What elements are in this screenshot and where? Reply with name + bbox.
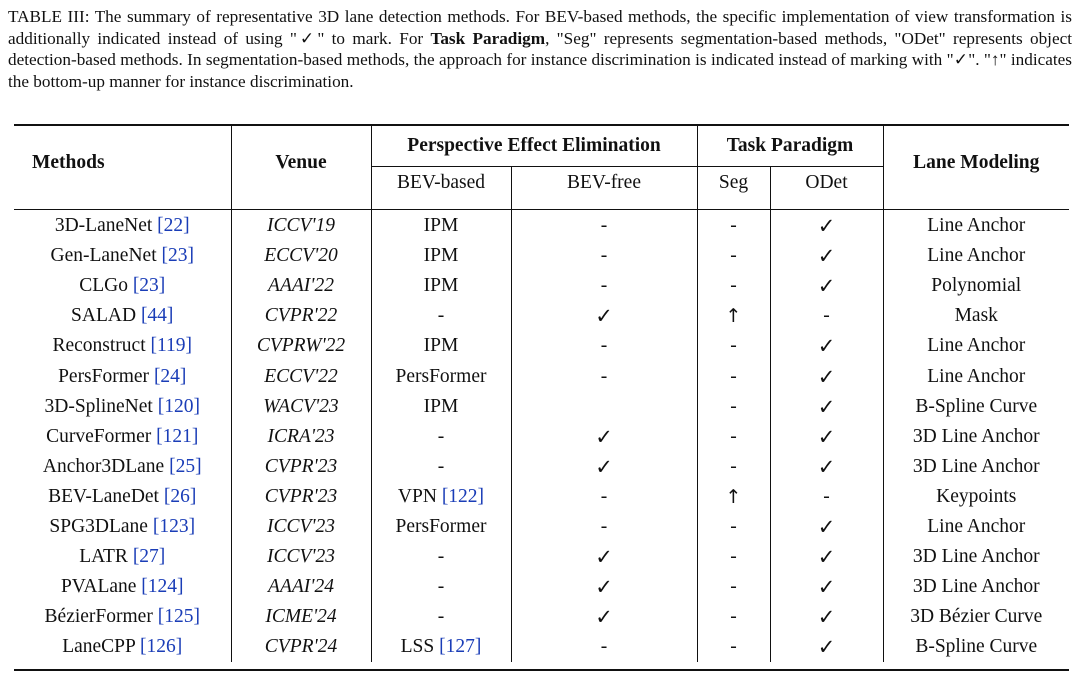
seg-cell: - <box>697 542 770 572</box>
bev-based-cell <box>371 452 511 482</box>
lane-modeling-cell: 3D Line Anchor <box>883 542 1069 572</box>
bev-free-cell <box>511 392 697 422</box>
bev-based-cell <box>371 211 511 241</box>
table-row <box>14 452 1069 482</box>
bev-based-cell <box>371 542 511 572</box>
lane-modeling-cell: Line Anchor <box>883 211 1069 241</box>
seg-cell: - <box>697 241 770 271</box>
method-ref-link[interactable]: [123] <box>152 515 196 537</box>
bev-free-cell: - <box>511 361 697 391</box>
lane-modeling-cell: 3D Bézier Curve <box>883 602 1069 632</box>
bev-based-value: VPN <box>397 485 437 507</box>
seg-cell: - <box>697 452 770 482</box>
seg-cell: - <box>697 512 770 542</box>
method-name: LATR <box>79 546 128 568</box>
bev-based-cell <box>371 632 511 662</box>
bev-free-cell: ✓ <box>511 542 697 572</box>
method-cell <box>14 452 231 482</box>
bev-based-cell <box>371 602 511 632</box>
method-cell <box>14 632 231 662</box>
bev-free-cell: - <box>511 211 697 241</box>
odet-cell: ✓ <box>770 512 883 542</box>
header-bev-based: BEV-based <box>371 167 511 200</box>
table-row <box>14 602 1069 632</box>
method-name: BézierFormer <box>44 606 153 628</box>
bev-free-cell: ✓ <box>511 301 697 331</box>
bev-free-cell: - <box>511 482 697 512</box>
method-name: PersFormer <box>58 365 150 387</box>
table-row <box>14 482 1069 512</box>
bev-based-value: IPM <box>423 215 459 237</box>
venue-cell: CVPRW'22 <box>231 331 371 361</box>
table-row <box>14 301 1069 331</box>
method-ref-link[interactable]: [24] <box>153 365 187 387</box>
seg-cell: ↑ <box>697 482 770 512</box>
method-name: BEV-LaneDet <box>48 485 159 507</box>
method-cell <box>14 241 231 271</box>
lane-modeling-cell: Keypoints <box>883 482 1069 512</box>
method-cell <box>14 392 231 422</box>
table-row <box>14 542 1069 572</box>
seg-cell: - <box>697 572 770 602</box>
venue-cell: ECCV'20 <box>231 241 371 271</box>
header-odet: ODet <box>770 167 883 200</box>
odet-cell: ✓ <box>770 422 883 452</box>
odet-cell: - <box>770 482 883 512</box>
lane-modeling-cell: Line Anchor <box>883 331 1069 361</box>
table-row <box>14 512 1069 542</box>
seg-cell: - <box>697 211 770 241</box>
odet-cell: ✓ <box>770 632 883 662</box>
method-name: Gen-LaneNet <box>50 245 157 267</box>
seg-cell: - <box>697 361 770 391</box>
bev-based-cell <box>371 392 511 422</box>
table-row <box>14 572 1069 602</box>
venue-cell: ICRA'23 <box>231 422 371 452</box>
method-cell <box>14 482 231 512</box>
method-ref-link[interactable]: [126] <box>140 636 183 658</box>
odet-cell: ✓ <box>770 331 883 361</box>
method-cell <box>14 602 231 632</box>
lane-modeling-cell: Line Anchor <box>883 361 1069 391</box>
method-name: 3D-LaneNet <box>54 215 153 237</box>
odet-cell: ✓ <box>770 241 883 271</box>
bev-based-value: IPM <box>423 275 459 297</box>
bev-based-value: IPM <box>423 245 459 267</box>
lane-modeling-cell: Line Anchor <box>883 241 1069 271</box>
bev-based-value: LSS <box>400 636 435 658</box>
bev-based-cell <box>371 331 511 361</box>
bev-based-cell <box>371 572 511 602</box>
venue-cell: ICCV'19 <box>231 211 371 241</box>
method-ref-link[interactable]: [23] <box>132 275 166 297</box>
table-row <box>14 392 1069 422</box>
bev-free-cell: - <box>511 271 697 301</box>
seg-cell: - <box>697 392 770 422</box>
venue-cell: ICME'24 <box>231 602 371 632</box>
venue-cell: ICCV'23 <box>231 542 371 572</box>
method-cell <box>14 331 231 361</box>
caption-text-1: TABLE III: The summary of representative 3D lane detection methods. For BEV-based methods, the specific implementation of view transformation is additionally indicated instead of using "✓" to mark. For <box>8 7 1072 48</box>
venue-cell: CVPR'23 <box>231 452 371 482</box>
seg-cell: - <box>697 331 770 361</box>
method-ref-link[interactable]: [26] <box>163 485 197 507</box>
method-name: PVALane <box>60 576 137 598</box>
bev-free-cell: - <box>511 241 697 271</box>
table-row <box>14 271 1069 301</box>
lane-modeling-cell: B-Spline Curve <box>883 392 1069 422</box>
header-bev-free: BEV-free <box>511 167 697 200</box>
bev-based-value: IPM <box>423 395 459 417</box>
method-name: CurveFormer <box>46 425 152 447</box>
lane-modeling-cell: Mask <box>883 301 1069 331</box>
method-name: SPG3DLane <box>49 515 148 537</box>
table-row <box>14 331 1069 361</box>
bev-free-cell: - <box>511 512 697 542</box>
bev-based-value: IPM <box>423 335 459 357</box>
bev-based-value: - <box>437 576 445 598</box>
bev-based-cell <box>371 241 511 271</box>
seg-cell: ↑ <box>697 301 770 331</box>
header-methods: Methods <box>32 151 105 173</box>
method-cell <box>14 422 231 452</box>
method-ref-link[interactable]: [25] <box>169 455 202 477</box>
method-cell <box>14 271 231 301</box>
bev-free-cell: - <box>511 331 697 361</box>
method-name: Anchor3DLane <box>42 455 165 477</box>
method-ref-link[interactable]: [22] <box>157 215 190 237</box>
odet-cell: ✓ <box>770 572 883 602</box>
venue-cell: CVPR'22 <box>231 301 371 331</box>
header-perspective-effect-elimination: Perspective Effect Elimination <box>371 126 697 167</box>
lane-modeling-cell: B-Spline Curve <box>883 632 1069 662</box>
table-row <box>14 632 1069 662</box>
odet-cell: ✓ <box>770 211 883 241</box>
seg-cell: - <box>697 602 770 632</box>
method-cell <box>14 572 231 602</box>
method-cell <box>14 301 231 331</box>
method-cell <box>14 361 231 391</box>
table-bottom-rule <box>14 669 1069 671</box>
bev-based-cell <box>371 482 511 512</box>
venue-cell: AAAI'24 <box>231 572 371 602</box>
method-ref-link[interactable]: [23] <box>161 245 194 267</box>
caption-bold-term: Task Paradigm <box>430 28 546 48</box>
odet-cell: ✓ <box>770 392 883 422</box>
header-venue: Venue <box>231 126 371 199</box>
method-ref-link[interactable]: [121] <box>156 425 199 447</box>
method-ref-link[interactable]: [119] <box>150 335 193 357</box>
odet-cell: ✓ <box>770 452 883 482</box>
method-name: CLGo <box>79 275 128 297</box>
bev-based-cell <box>371 271 511 301</box>
bev-free-cell: - <box>511 632 697 662</box>
lane-modeling-cell: 3D Line Anchor <box>883 572 1069 602</box>
venue-cell: ECCV'22 <box>231 361 371 391</box>
bev-based-cell <box>371 512 511 542</box>
methods-table <box>14 126 1069 662</box>
venue-cell: CVPR'24 <box>231 632 371 662</box>
method-name: 3D-SplineNet <box>44 395 153 417</box>
bev-based-value: PersFormer <box>395 365 487 387</box>
bev-based-ref-link[interactable]: [127] <box>439 636 482 658</box>
method-ref-link[interactable]: [124] <box>141 576 184 598</box>
bev-based-value: - <box>437 546 445 568</box>
header-seg: Seg <box>697 167 770 200</box>
method-ref-link[interactable]: [44] <box>140 305 174 327</box>
method-cell <box>14 542 231 572</box>
seg-cell: - <box>697 632 770 662</box>
bev-based-value: - <box>437 606 445 628</box>
bev-free-cell: ✓ <box>511 572 697 602</box>
odet-cell: - <box>770 301 883 331</box>
odet-cell: ✓ <box>770 542 883 572</box>
method-ref-link[interactable]: [125] <box>157 606 200 628</box>
bev-based-cell <box>371 422 511 452</box>
header-task-paradigm: Task Paradigm <box>697 126 883 167</box>
bev-free-cell: ✓ <box>511 452 697 482</box>
method-ref-link[interactable]: [120] <box>157 395 200 417</box>
table-row <box>14 361 1069 391</box>
lane-modeling-cell: 3D Line Anchor <box>883 452 1069 482</box>
lane-modeling-cell: 3D Line Anchor <box>883 422 1069 452</box>
lane-modeling-cell: Polynomial <box>883 271 1069 301</box>
venue-cell: ICCV'23 <box>231 512 371 542</box>
header-lane-modeling: Lane Modeling <box>883 126 1069 199</box>
method-cell <box>14 211 231 241</box>
venue-cell: AAAI'22 <box>231 271 371 301</box>
odet-cell: ✓ <box>770 602 883 632</box>
table-row <box>14 241 1069 271</box>
caption-text-2: , "Seg" represents segmentation-based methods, "ODet" represents object detection-based methods. In segmentation-based methods, the approach for instance discrimination is indicated instead of marking with "✓". "↑" indicates the bottom-up manner for instance discrimination. <box>8 28 1072 91</box>
venue-cell: CVPR'23 <box>231 482 371 512</box>
bev-free-cell: ✓ <box>511 602 697 632</box>
table-caption <box>8 6 1072 92</box>
method-name: Reconstruct <box>52 335 146 357</box>
method-cell <box>14 512 231 542</box>
bev-based-value: - <box>437 455 445 477</box>
bev-based-cell <box>371 361 511 391</box>
bev-based-value: - <box>437 305 445 327</box>
seg-cell: - <box>697 422 770 452</box>
table-row <box>14 422 1069 452</box>
bev-based-value: - <box>437 425 445 447</box>
method-name: LaneCPP <box>62 636 136 658</box>
bev-based-cell <box>371 301 511 331</box>
bev-free-cell: ✓ <box>511 422 697 452</box>
bev-based-ref-link[interactable]: [122] <box>441 485 485 507</box>
seg-cell: - <box>697 271 770 301</box>
odet-cell: ✓ <box>770 361 883 391</box>
venue-cell: WACV'23 <box>231 392 371 422</box>
table-row <box>14 211 1069 241</box>
lane-modeling-cell: Line Anchor <box>883 512 1069 542</box>
bev-based-value: PersFormer <box>395 515 487 537</box>
method-name: SALAD <box>71 305 137 327</box>
odet-cell: ✓ <box>770 271 883 301</box>
method-ref-link[interactable]: [27] <box>132 546 166 568</box>
